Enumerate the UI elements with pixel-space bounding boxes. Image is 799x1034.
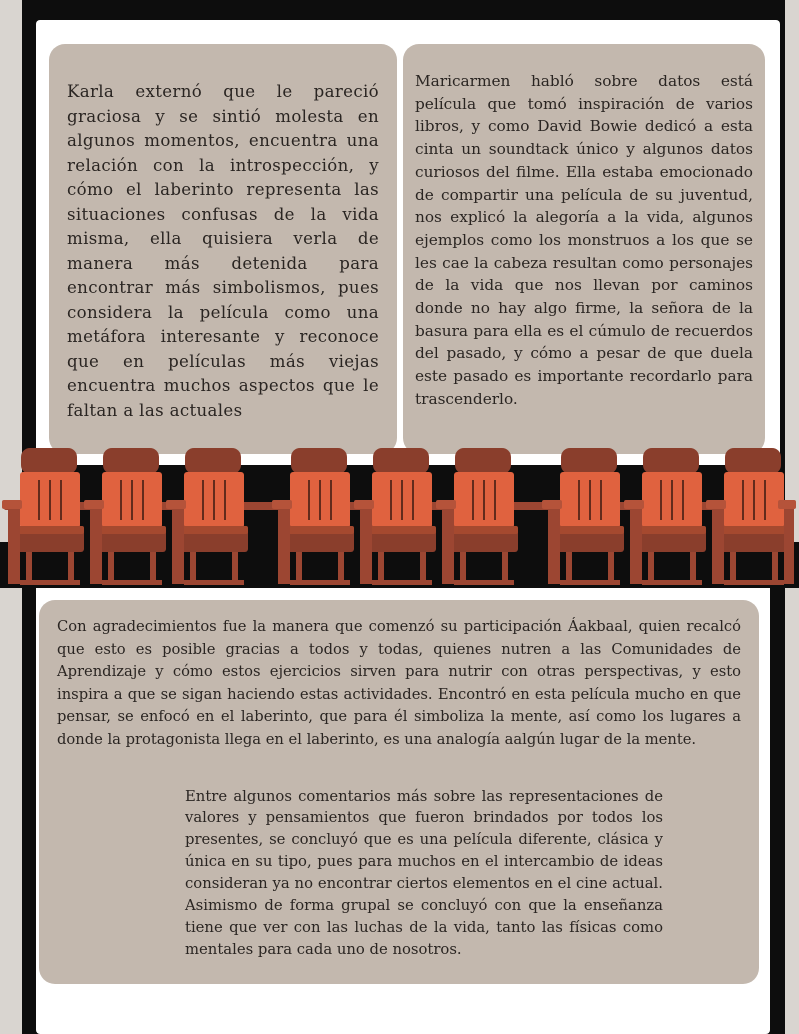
left-card-text: Karla externó que le pareció graciosa y se sintió molesta en algunos momentos, encuentra una relación con la introspección, y cómo el laberinto representa las situaciones confusas de la vida misma, ella quisiera verla de manera más detenida para encontrar más simbolismos, pues considera la película como una metáfora interesante y reconoce que en películas más viejas encuentra muchos aspectos que le faltan a las actuales	[67, 82, 379, 420]
bottom-paragraph-2: Entre algunos comentarios más sobre las representaciones de valores y pensamientos que fueron brindados por todos los presentes, se concluyó que es una película diferente, clásica y única en su tipo, pues para muchos en el intercambio de ideas consideran ya no encontrar ciertos elementos en el cine actual. Asimismo de forma grupal se concluyó con que la enseñanza tiene que ver con las luchas de la vida, tanto las físicas como mentales para cada uno de nosotros.	[185, 787, 663, 958]
cinema-seats-row	[0, 446, 799, 588]
right-text-card	[403, 44, 765, 454]
bottom-paragraph-1: Con agradecimientos fue la manera que comenzó su participación Áakbaal, quien recalcó que esto es posible gracias a todos y todas, quienes nutren a las Comunidades de Aprendizaje y cómo estos ejercicios sirven para nutrir con otras perspectivas, y esto inspira a que se sigan haciendo estas actividades. Encontró en esta película mucho en que pensar, se enfocó en el laberinto, que para él simboliza la mente, así como los lugares a donde la protagonista llega en el laberinto, es una analogía aalgún lugar de la mente.	[57, 618, 741, 748]
bottom-text-card	[39, 600, 759, 984]
left-text-card	[49, 44, 397, 454]
right-card-text: Maricarmen habló sobre datos está película que tomó inspiración de varios libros, y como David Bowie dedicó a esta cinta un soundtack único y algunos datos curiosos del filme. Ella estaba emocionado de compartir una película de su juventud, nos explicó la alegoría a la vida, algunos ejemplos como los monstruos a los que se les cae la cabeza resultan como personajes de la vida que nos llevan por caminos donde no hay algo firme, la señora de la basura para ella es el cúmulo de recuerdos del pasado, y cómo a pesar de que duela este pasado es importante recordarlo para trascenderlo.	[415, 72, 753, 408]
